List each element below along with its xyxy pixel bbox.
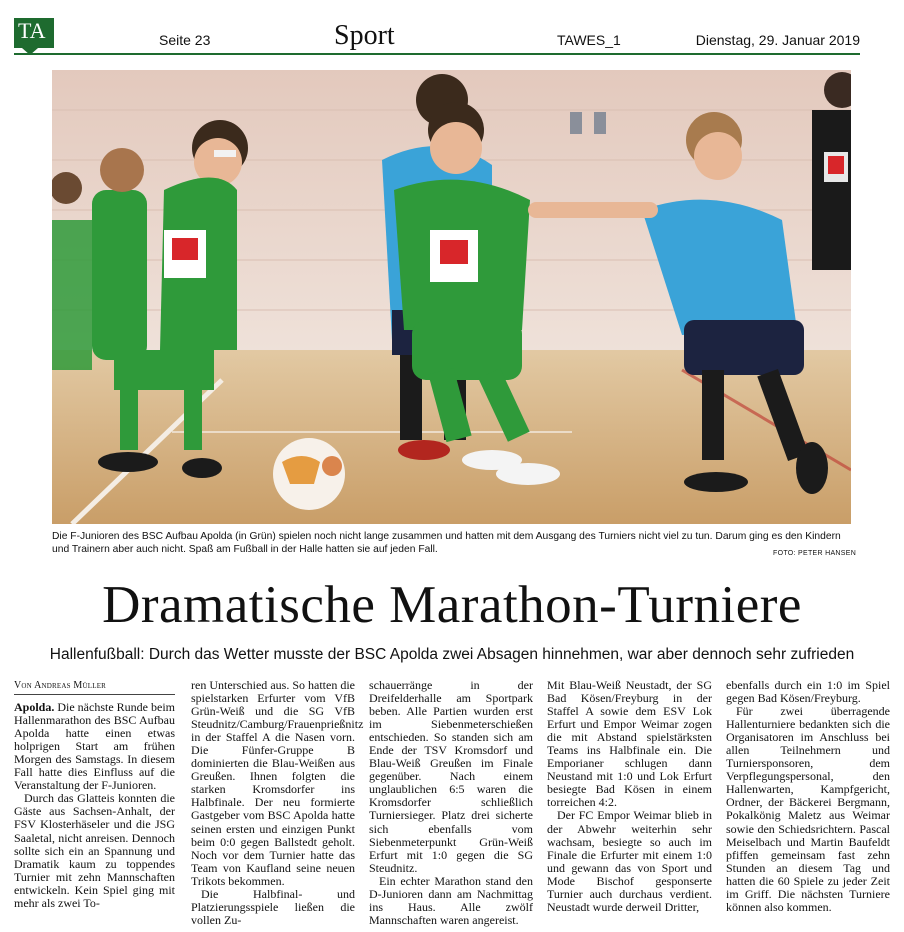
paragraph: Durch das Glatteis konnten die Gäste aus Sachsen-Anhalt, der FSV Klosterhäseler und die JSG Saaletal, nicht anreisen. Dennoch sollte sich ein an Spannung und Dramatik kaum zu toppendes Turnier mit zehn Mannschaften entwickeln. Kein Spiel ging mit mehr als zwei To- — [14, 791, 175, 910]
paragraph: Apolda. Die nächste Runde beim Hallenmarathon des BSC Aufbau Apolda hatte einen etwas holprigen Start am frühen Morgen des Samstags. In diesem Fall hatte dies Einfluss auf die Veranstaltung der F-Junioren. — [14, 700, 175, 793]
edition-code: TAWES_1 — [557, 32, 621, 48]
paragraph: ebenfalls durch ein 1:0 im Spiel gegen Bad Kösen/Freyburg. — [726, 678, 890, 706]
paragraph: Mit Blau-Weiß Neustadt, der SG Bad Kösen/Freyburg in der Staffel A sowie dem ESV Lok Erfurt und Empor Weimar zogen die mit Abstand spielstärksten Teams ins Halbfinale ein. Die Emporianer schlugen dann Neustand mit 1:0 und Lok Erfurt besiegte Bad Kösen in einem torreichen 4:2. — [547, 678, 712, 810]
text-column-2 — [191, 678, 364, 927]
paragraph: Für zwei überragende Hallenturniere bedankten sich die Organisatoren im Anschluss bei allen Teilnehmern und Turniersponsoren, dem Verpflegungspersonal, den Hallenwarten, Kampfgericht, Ordner, der Bäckerei Bergmann, Pokalkönig Maletz aus Weimar sowie den Schiedsrichtern. Pascal Meiselbach und Martin Baufeldt pfiffen gemeinsam fast zehn Stunden an diesem Tag und hatten die 60 Spiele zu jeder Zeit im Griff. Die nächsten Turniere können also kommen. — [726, 704, 890, 914]
section-title: Sport — [334, 20, 395, 51]
paragraph: Ein echter Marathon stand den D-Junioren dann am Nachmittag ins Haus. Alle zwölf Mannschaften waren angereist. — [369, 873, 533, 927]
photo-credit: FOTO: PETER HANSEN — [773, 550, 857, 557]
text-column-1 — [14, 679, 175, 910]
text-column-4 — [547, 679, 712, 914]
text-column-3 — [369, 679, 533, 927]
paragraph: Die Halbfinal- und Platzierungsspiele ließen die vollen Zu- — [191, 886, 355, 927]
article-subheadline: Hallenfußball: Durch das Wetter musste der BSC Apolda zwei Absagen hinnehmen, war aber dennoch sehr zufrieden — [49, 646, 855, 663]
issue-date: Dienstag, 29. Januar 2019 — [695, 32, 860, 48]
article-headline: Dramatische Marathon-Turniere — [102, 576, 802, 634]
dateline: Apolda. — [14, 700, 55, 715]
page-header — [14, 18, 860, 54]
header-rule — [14, 53, 860, 55]
ta-logo: TA — [14, 18, 54, 48]
article-photo — [52, 70, 851, 524]
paragraph: ren Unterschied aus. So hatten die spielstarken Erfurter vom VfB Grün-Weiß und die SG VfB Steudnitz/Camburg/Frauenprießnitz in der Staffel A die Nasen vorn. Die Fünfer-Gruppe B dominierten die Blau-Weißen aus Greußen. Ihnen folgten die starken Kromsdorfer ins Halbfinale. Der neu formierte Gastgeber vom BSC Apolda hatte seinen ersten und einzigen Punkt beim 0:0 gegen Ballstedt geholt. Noch vor dem Turnier hatte das Team von Kaufland seine neuen Trikots bekommen. — [191, 678, 364, 888]
author-byline: Von Andreas Müller — [14, 679, 175, 695]
text-column-5 — [726, 679, 890, 914]
paragraph: Der FC Empor Weimar blieb in der Abwehr weiterhin sehr wachsam, besiegte so auch im Finale die Erfurter mit einem 1:0 und gewann das von Sport und Mode Bischof gesponserte Turnier auch durchaus verdient. Neustadt wurde derweil Dritter, — [547, 808, 712, 914]
page-number: Seite 23 — [159, 32, 211, 48]
photo-caption: Die F-Junioren des BSC Aufbau Apolda (in Grün) spielen noch nicht lange zusammen und hatten mit dem Ausgang des Turniers nicht viel zu tun. Darum ging es den Kindern und Trainern aber auch nicht. Spaß am Fußball in der Halle hatten sie auf jeden Fall. — [52, 531, 841, 555]
paragraph: schauerränge in der Dreifelderhalle am Sportpark beben. Alle Partien wurden erst im Siebenmeterschießen entschieden. So standen sich am Ende der TSV Kromsdorf und Blau-Weiß Greußen im Finale gegenüber. Nach einem unglaublichen 6:5 waren die Kromsdorfer schließlich Turniersieger. Platz drei sicherte sich ebenfalls vom Siebenmeterpunkt Grün-Weiß Erfurt mit 1:0 gegen die SG Steudnitz. — [369, 678, 533, 875]
